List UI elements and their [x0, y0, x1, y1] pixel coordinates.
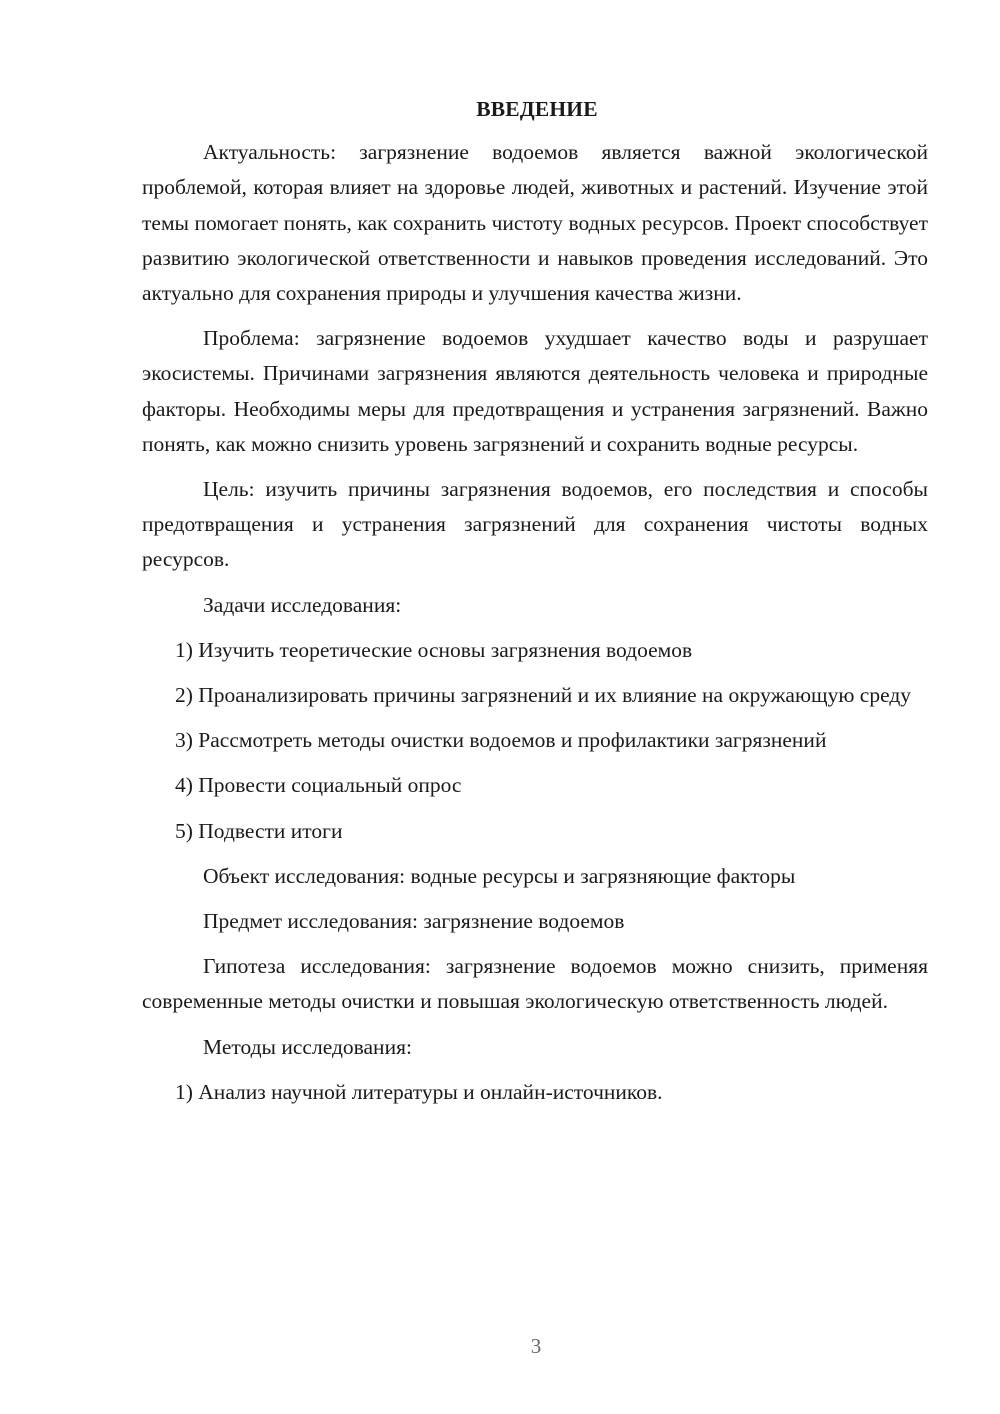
subject-paragraph: Предмет исследования: загрязнение водоемов	[203, 909, 625, 934]
section-title: ВВЕДЕНИЕ	[476, 97, 598, 121]
task-item: 1) Изучить теоретические основы загрязнения водоемов	[175, 637, 693, 662]
task-item: 3) Рассмотреть методы очистки водоемов и профилактики загрязнений	[175, 728, 827, 753]
problem-paragraph: Проблема: загрязнение водоемов ухудшает качество воды и разрушает экосистемы. Причинами загрязнения являются деятельность человека и природные факторы. Необходимы меры для предотвращения и устранения загрязнений. Важно понять, как можно снизить уровень загрязнений и сохранить водные ресурсы.	[142, 326, 928, 456]
tasks-heading: Задачи исследования:	[203, 592, 402, 617]
task-item: 5) Подвести итоги	[175, 818, 343, 843]
task-item: 2) Проанализировать причины загрязнений и их влияние на окружающую среду	[175, 683, 912, 708]
hypothesis-paragraph: Гипотеза исследования: загрязнение водоемов можно снизить, применяя современные методы очистки и повышая экологическую ответственность людей.	[142, 954, 928, 1014]
methods-heading: Методы исследования:	[203, 1034, 412, 1059]
relevance-paragraph: Актуальность: загрязнение водоемов является важной экологической проблемой, которая влияет на здоровье людей, животных и растений. Изучение этой темы помогает понять, как сохранить чистоту водных ресурсов. Проект способствует развитию экологической ответственности и навыков проведения исследований. Это актуально для сохранения природы и улучшения качества жизни.	[142, 140, 928, 306]
method-item: 1) Анализ научной литературы и онлайн-источников.	[175, 1079, 663, 1104]
document-page	[142, 92, 928, 1120]
page-number: 3	[530, 1334, 542, 1358]
goal-paragraph: Цель: изучить причины загрязнения водоемов, его последствия и способы предотвращения и устранения загрязнений для сохранения чистоты водных ресурсов.	[142, 477, 928, 572]
object-paragraph: Объект исследования: водные ресурсы и загрязняющие факторы	[203, 863, 796, 888]
task-item: 4) Провести социальный опрос	[175, 773, 462, 798]
